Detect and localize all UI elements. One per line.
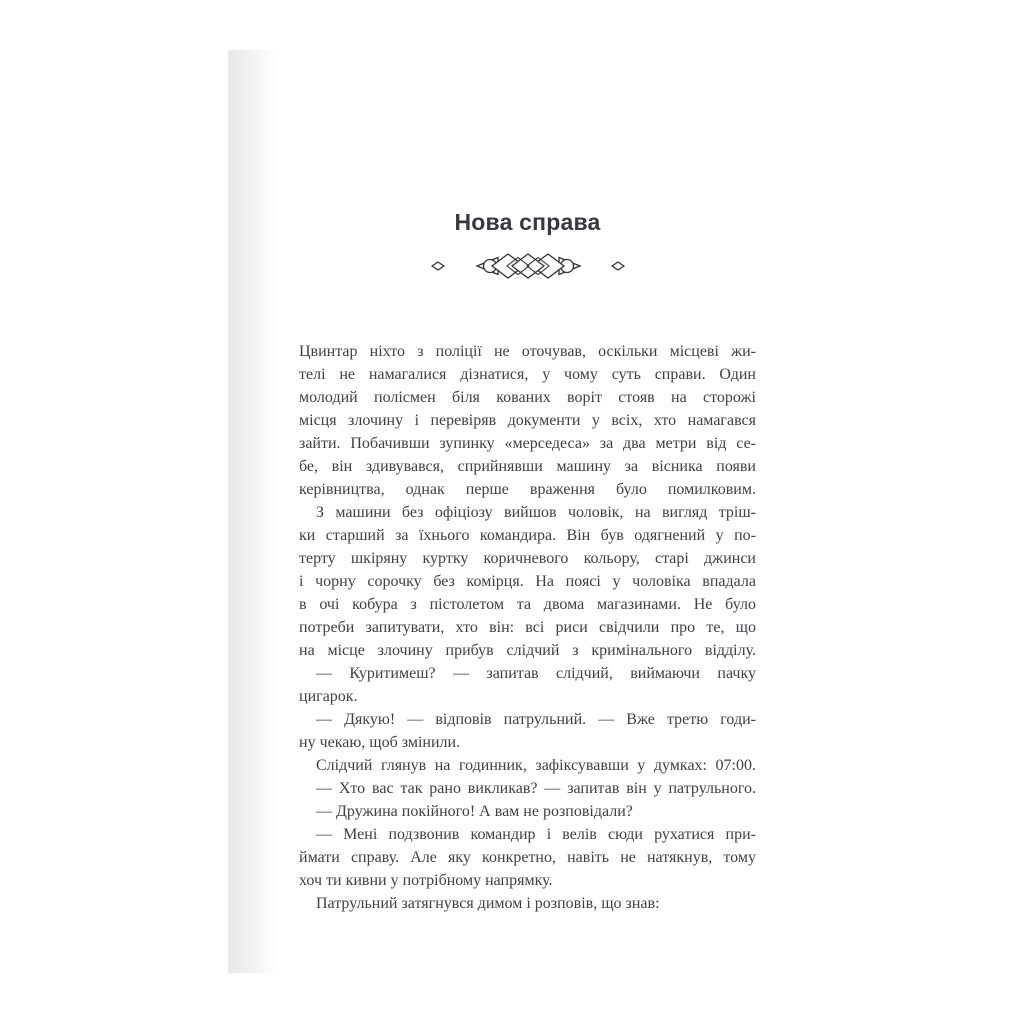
text-line: — Хто вас так рано викликав? — запитав він у патрульного. — [316, 780, 756, 797]
text-line: ки старший за їхнього командира. Він був одягнений у по- — [299, 527, 756, 544]
text-line: ймати справу. Але яку конкретно, навіть не натякнув, тому — [299, 849, 756, 866]
paragraph — [299, 800, 756, 823]
text-line: Патрульний затягнувся димом і розповів, що знав: — [316, 895, 660, 912]
text-line: — Дружина покійного! А вам не розповідали? — [316, 803, 633, 820]
text-line: — Куритимеш? — запитав слідчий, виймаючи пачку — [316, 665, 756, 682]
paragraph — [299, 340, 756, 501]
text-line: терту шкіряну куртку коричневого кольору, старі джинси — [299, 550, 756, 567]
paragraph — [299, 662, 756, 708]
text-line: молодий полісмен біля кованих воріт стояв на сторожі — [299, 389, 756, 406]
text-line: потреби запитувати, хто він: всі риси свідчили про те, що — [299, 619, 756, 636]
paragraph — [299, 708, 756, 754]
text-line: ну чекаю, щоб змінили. — [299, 734, 461, 751]
text-line: місця злочину і перевіряв документи у всіх, хто намагався — [299, 412, 756, 429]
paragraph — [299, 777, 756, 800]
text-line: Цвинтар ніхто з поліції не оточував, оскільки місцеві жи- — [299, 343, 756, 360]
page-left-edge-shadow — [228, 50, 283, 973]
text-line: керівництва, однак перше враження було помилковим. — [299, 481, 756, 498]
text-line: бе, він здивувався, сприйнявши машину за вісника появи — [299, 458, 756, 475]
text-line: і чорну сорочку без комірця. На поясі у чоловіка впадала — [299, 573, 756, 590]
text-line: З машини без офіціозу вийшов чоловік, на вигляд тріш- — [316, 504, 756, 521]
text-line: зайти. Побачивши зупинку «мерседеса» за два метри від се- — [299, 435, 756, 452]
paragraph — [299, 501, 756, 662]
text-line: в очі кобура з пістолетом та двома магазинами. Не було — [299, 596, 756, 613]
paragraph — [299, 892, 756, 915]
divider-flourish-icon — [337, 252, 723, 280]
chapter-divider-ornament — [337, 252, 723, 280]
paragraph — [299, 754, 756, 777]
text-line: цигарок. — [299, 688, 358, 705]
chapter-title: Нова справа — [454, 209, 601, 235]
paragraph — [299, 823, 756, 892]
text-line: — Дякую! — відповів патрульний. — Вже третю годи- — [316, 711, 756, 728]
text-line: Слідчий глянув на годинник, зафіксувавши у думках: 07:00. — [316, 757, 756, 774]
chapter-text — [299, 340, 756, 915]
text-line: телі не намагалися дізнатися, у чому суть справи. Один — [299, 366, 756, 383]
text-line: на місце злочину прибув слідчий з кримінального відділу. — [299, 642, 756, 659]
text-line: хоч ти кивни у потрібному напрямку. — [299, 872, 553, 889]
text-line: — Мені подзвонив командир і велів сюди рухатися при- — [316, 826, 756, 843]
